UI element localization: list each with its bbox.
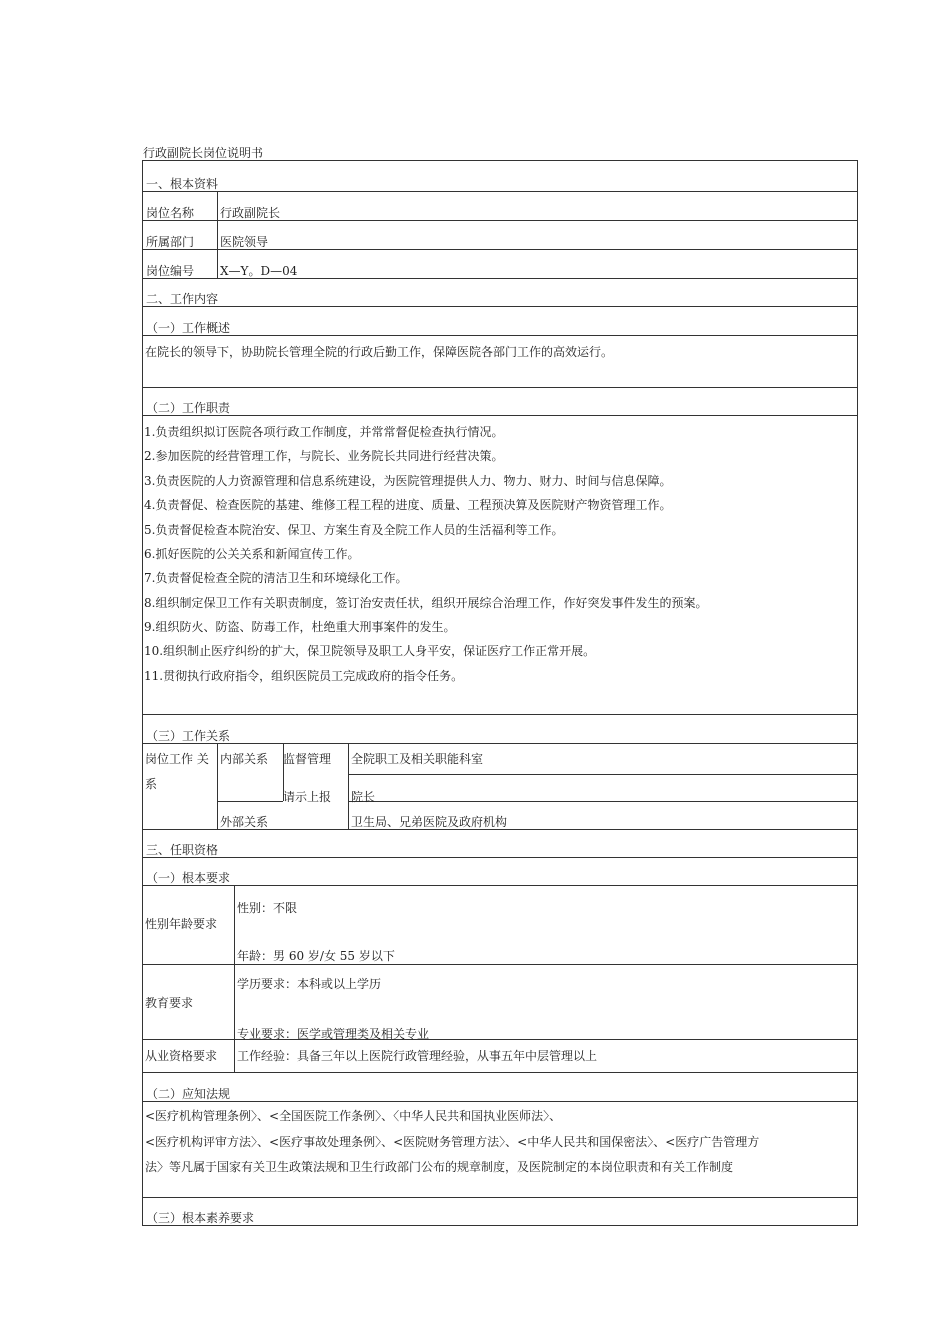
duty-item: 6.抓好医院的公关关系和新闻宣传工作。 xyxy=(144,547,360,561)
document-title: 行政副院长岗位说明书 xyxy=(143,146,264,160)
age-requirement: 年龄：男 60 岁/女 55 岁以下 xyxy=(237,949,395,963)
report-label: 请示上报 xyxy=(283,790,332,804)
practice-label: 从业资格要求 xyxy=(145,1049,218,1063)
duty-item: 5.负责督促检查本院治安、保卫、方案生育及全院工作人员的生活福利等工作。 xyxy=(144,523,564,537)
duty-item: 10.组织制止医疗纠纷的扩大，保卫院领导及职工人身平安，保证医疗工作正常开展。 xyxy=(144,644,596,658)
duty-item: 3.负责医院的人力资源管理和信息系统建设，为医院管理提供人力、物力、财力、时间与信息保障。 xyxy=(144,474,672,488)
field-row-department xyxy=(142,221,858,250)
column-divider xyxy=(234,1040,235,1072)
field-row-position-code xyxy=(142,250,858,279)
subsection-basic-requirements xyxy=(142,858,858,886)
education-label: 教育要求 xyxy=(145,996,194,1010)
job-description-table xyxy=(142,160,858,1226)
experience-requirement: 工作经验：具备三年以上医院行政管理经验，从事五年中层管理以上 xyxy=(237,1049,598,1063)
external-relations-label: 外部关系 xyxy=(220,815,269,829)
field-value: 医院领导 xyxy=(220,235,269,249)
internal-relations-label: 内部关系 xyxy=(220,752,269,766)
row-divider xyxy=(348,774,857,775)
laws-line: <医疗机构管理条例〉、<全国医院工作条例〉、〈中华人民共和国执业医师法〉、 xyxy=(145,1109,562,1123)
supervise-label: 监督管理 xyxy=(283,752,332,766)
section-basic-info xyxy=(142,160,858,192)
column-divider xyxy=(217,250,218,278)
subsection-heading: （二）工作职责 xyxy=(146,401,231,415)
relations-label: 岗位工作 关 xyxy=(145,752,209,766)
duty-item: 2.参加医院的经营管理工作，与院长、业务院长共同进行经营决策。 xyxy=(144,449,504,463)
laws-body xyxy=(142,1102,858,1198)
external-target: 卫生局、兄弟医院及政府机构 xyxy=(351,815,508,829)
column-divider xyxy=(217,221,218,249)
subsection-laws xyxy=(142,1073,858,1102)
subsection-heading: （三）根本素养要求 xyxy=(146,1211,255,1225)
subsection-relations xyxy=(142,715,858,744)
major-requirement: 专业要求：医学或管理类及相关专业 xyxy=(237,1027,430,1041)
subsection-duties xyxy=(142,388,858,416)
report-target: 院长 xyxy=(351,790,376,804)
section-qualifications xyxy=(142,830,858,858)
subsection-qualities xyxy=(142,1198,858,1226)
duty-item: 1.负责组织拟订医院各项行政工作制度，并常常督促检查执行情况。 xyxy=(144,425,504,439)
column-divider xyxy=(217,744,218,829)
degree-requirement: 学历要求：本科或以上学历 xyxy=(237,977,382,991)
section-heading: 一、根本资料 xyxy=(146,177,219,191)
field-label: 岗位编号 xyxy=(146,264,195,278)
subsection-heading: （三）工作关系 xyxy=(146,729,231,743)
section-work-content xyxy=(142,279,858,307)
row-divider xyxy=(348,801,857,802)
field-label: 所属部门 xyxy=(146,235,195,249)
column-divider xyxy=(217,192,218,220)
overview-text: 在院长的领导下，协助院长管理全院的行政后勤工作，保障医院各部门工作的高效运行。 xyxy=(145,345,614,359)
duty-item: 9.组织防火、防盗、防毒工作，杜绝重大刑事案件的发生。 xyxy=(144,620,456,634)
laws-line: <医疗机构评审方法〉、<医疗事故处理条例〉、<医院财务管理方法〉、<中华人民共和国保密法〉、<医疗广告管理方 xyxy=(145,1135,760,1149)
field-value: 行政副院长 xyxy=(220,206,281,220)
row-divider xyxy=(217,801,283,802)
practice-row xyxy=(142,1040,858,1073)
column-divider xyxy=(234,965,235,1039)
laws-line: 法〉等凡属于国家有关卫生政策法规和卫生行政部门公布的规章制度，及医院制定的本岗位职责和有关工作制度 xyxy=(145,1160,734,1174)
duties-body xyxy=(142,416,858,715)
supervise-target: 全院职工及相关职能科室 xyxy=(351,752,484,766)
duty-item: 8.组织制定保卫工作有关职责制度，签订治安责任状，组织开展综合治理工作，作好突发事件发生的预案。 xyxy=(144,596,708,610)
gender-age-label: 性别年龄要求 xyxy=(145,917,218,931)
education-row xyxy=(142,965,858,1040)
duty-item: 11.贯彻执行政府指令，组织医院员工完成政府的指令任务。 xyxy=(144,669,464,683)
relations-table xyxy=(142,744,858,830)
column-divider xyxy=(234,886,235,964)
overview-body xyxy=(142,336,858,388)
column-divider xyxy=(348,744,349,830)
field-label: 岗位名称 xyxy=(146,206,195,220)
subsection-heading: （一）工作概述 xyxy=(146,321,231,335)
field-row-position-name xyxy=(142,192,858,221)
section-heading: 二、工作内容 xyxy=(146,292,219,306)
relations-label-cont: 系 xyxy=(145,777,158,791)
duty-item: 4.负责督促、检查医院的基建、维修工程工程的进度、质量、工程预决算及医院财产物资管理工作。 xyxy=(144,498,672,512)
gender-requirement: 性别：不限 xyxy=(237,901,298,915)
subsection-heading: （二）应知法规 xyxy=(146,1087,231,1101)
subsection-overview xyxy=(142,307,858,336)
subsection-heading: （一）根本要求 xyxy=(146,871,231,885)
section-heading: 三、任职资格 xyxy=(146,843,219,857)
gender-age-row xyxy=(142,886,858,965)
field-value: X—Y。D—04 xyxy=(220,264,298,278)
duty-item: 7.负责督促检查全院的清洁卫生和环境绿化工作。 xyxy=(144,571,408,585)
